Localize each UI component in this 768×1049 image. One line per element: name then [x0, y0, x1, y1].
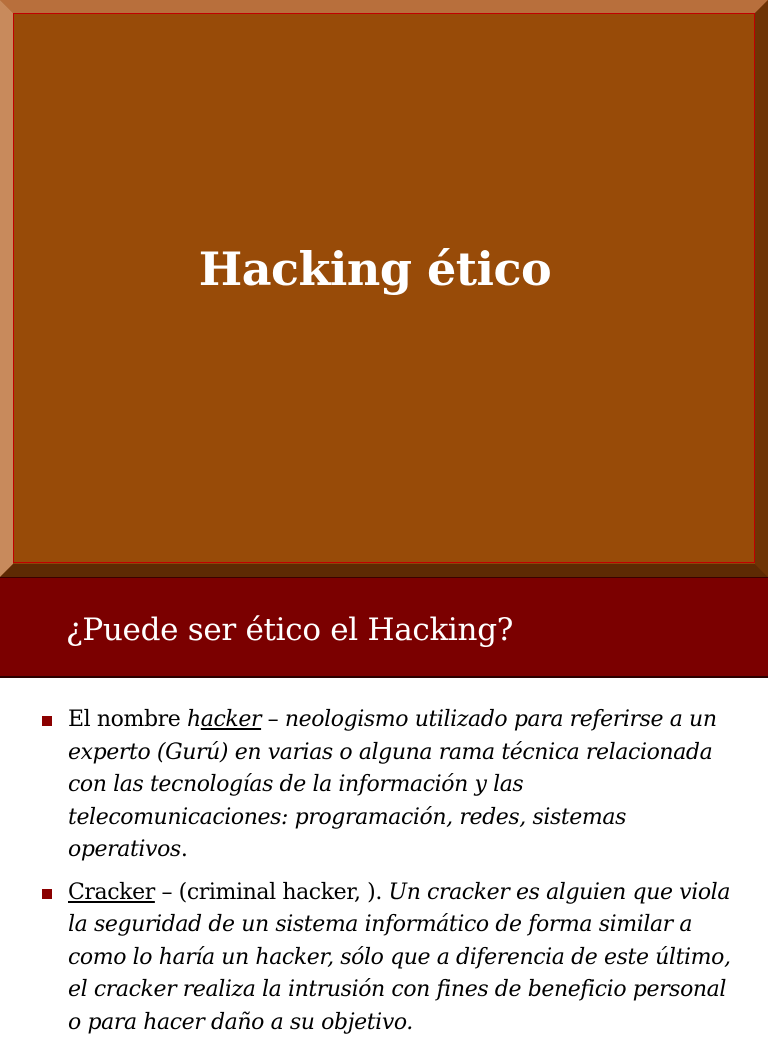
content-slide-header	[0, 577, 768, 678]
content-slide-title: ¿Puede ser ético el Hacking?	[66, 612, 514, 648]
term-dash: –	[154, 879, 179, 905]
cracker-paren: (criminal hacker, ).	[178, 879, 389, 905]
bullet-hacker	[0, 704, 768, 867]
square-bullet-icon	[42, 889, 52, 899]
definition-end: .	[180, 837, 188, 862]
title-slide-face	[13, 13, 755, 563]
term-cracker: Cracker	[68, 879, 155, 905]
bullet-lead: El nombre	[68, 707, 187, 732]
cracker-definition: Un cracker es alguien que viola la seguridad de un sistema informático de forma similar a como lo haría un hacker, sólo que a diferencia de este último, el cracker realiza la intrusión con fines de beneficio personal o para hacer daño a su objetivo.	[68, 879, 731, 1035]
bullet-cracker	[0, 877, 768, 1040]
term-plain: h	[186, 707, 201, 732]
square-bullet-icon	[42, 716, 52, 726]
term-dash: –	[261, 707, 285, 732]
term-hacker: acker	[200, 707, 262, 732]
slide-title: Hacking ético	[198, 242, 552, 296]
hacker-definition: neologismo utilizado para referirse a un experto (Gurú) en varias o alguna rama técnica relacionada con las tecnologías de la información y las telecomunicaciones: programación, redes, sistemas operativos	[68, 707, 717, 862]
bullet-list	[0, 704, 768, 1049]
